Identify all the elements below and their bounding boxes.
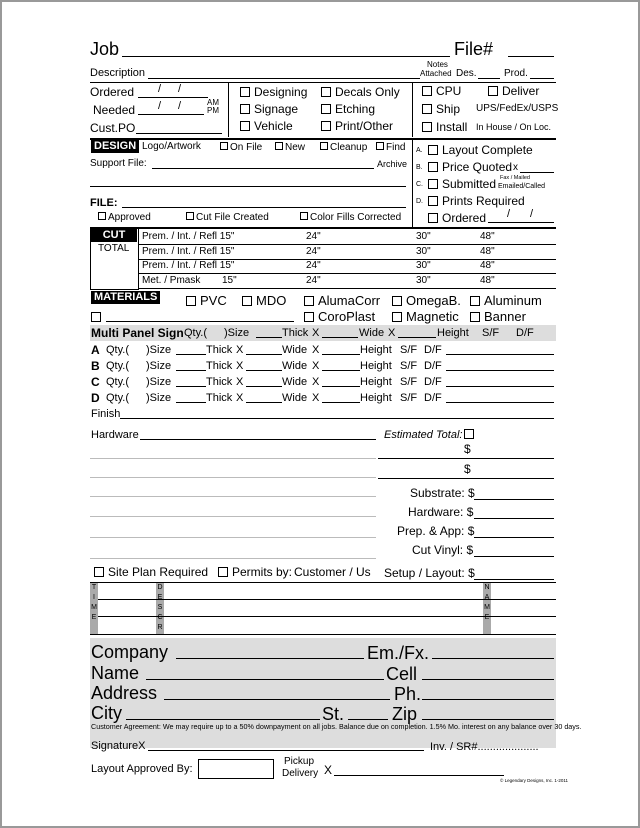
cut-header: CUT [91,229,137,242]
prints-required-checkbox[interactable] [428,196,438,206]
substrate-field[interactable] [474,499,554,500]
status-c: C. [416,181,423,188]
file-number-field[interactable] [508,56,554,57]
signature-field[interactable] [148,750,424,751]
emailed-called: Emailed/Called [498,183,546,190]
divider [412,139,413,227]
descr-letter: E [157,594,163,601]
multi-sf-label: S/F [482,327,500,339]
panel-notes-field[interactable] [446,402,554,403]
panel-size-field[interactable] [176,402,206,403]
multi-thick-field[interactable] [322,337,358,338]
notes-label: Notes [427,60,448,69]
site-plan-option[interactable]: Site Plan Required [94,566,208,578]
other-material-option[interactable] [91,310,105,323]
other-material-field[interactable] [106,321,294,322]
designing-option[interactable]: Designing [240,86,307,98]
hardware-cost-field[interactable] [474,518,554,519]
panel-size-field[interactable] [176,386,206,387]
slash: / [158,100,162,112]
support-file-field-2[interactable] [90,186,406,187]
multi-size-label: )Size [224,327,250,339]
panel-x: X [236,376,244,388]
city-field[interactable] [126,719,320,720]
panel-thick-label: Thick [206,344,233,356]
cut-row-line[interactable] [139,273,556,274]
cutvinyl-label: Cut Vinyl: $ [412,543,474,557]
descr-letter: C [157,614,163,621]
divider [90,138,556,140]
name-letter: A [484,594,490,601]
other-material-checkbox[interactable] [91,312,101,322]
hardware-field-3[interactable] [90,477,376,478]
description-field[interactable] [148,78,420,79]
cell-field[interactable] [422,679,554,680]
dollar-sign: $ [464,462,471,476]
panel-size-field[interactable] [176,354,206,355]
needed-date-field[interactable] [138,114,204,115]
panel-letter: B [91,359,100,373]
attached-label: Attached [420,69,452,78]
ship-checkbox[interactable] [422,104,432,114]
signage-option[interactable]: Signage [240,103,298,115]
layout-approved-box[interactable] [198,759,274,779]
time-letter: E [91,614,97,621]
panel-thick-field[interactable] [246,370,282,371]
cutvinyl-field[interactable] [474,556,554,557]
time-letter: T [91,584,97,591]
panel-wide-label: Wide [282,344,308,356]
slash: / [530,208,534,220]
cut-width: 30" [416,274,431,286]
customer-agreement: Customer Agreement: We may require up to a 50% downpayment on all jobs. Balance due on completion. 1.5% Mo. interest on any balance over 30 days. [91,722,582,731]
panel-wide-label: Wide [282,360,308,372]
panel-x: X [312,376,320,388]
finish-label: Finish [91,408,121,420]
coroplast-option[interactable]: CoroPlast [304,310,375,323]
emfx-label: Em./Fx. [367,643,429,663]
company-label: Company [91,642,169,662]
panel-thick-field[interactable] [246,386,282,387]
panel-letter: A [91,343,100,357]
slash: / [178,100,182,112]
panel-df-label: D/F [424,360,442,372]
pvc-checkbox[interactable] [186,296,196,306]
cut-width: 48" [480,260,495,271]
copyright: © Legendary Designs, Inc. 1-2011 [500,778,569,783]
setup-field[interactable] [474,579,554,580]
status-d: D. [416,198,423,205]
hardware-cost-label: Hardware: $ [408,505,474,519]
st-field[interactable] [348,719,388,720]
support-file-label: Support File: [90,158,147,169]
status-b: B. [416,164,423,171]
ordered-date-field-2[interactable] [488,222,554,223]
find-option[interactable]: Find [376,142,405,153]
panel-height-label: Height [360,392,392,404]
pickup-signature-field[interactable] [334,775,504,776]
materials-header: MATERIALS [91,291,160,304]
alumacorr-option[interactable]: AlumaCorr [304,294,380,307]
dollar-sign: $ [464,442,471,456]
cutfile-checkbox[interactable] [186,212,194,220]
fax-mailed: Fax / Mailed [500,175,530,181]
divider [90,229,91,289]
layout-complete-checkbox[interactable] [428,145,438,155]
file-label: File# [454,39,494,59]
time-letter: M [91,604,97,611]
setup-label: Setup / Layout: $ [384,566,475,580]
finish-field[interactable] [120,418,554,419]
site-plan-checkbox[interactable] [94,567,104,577]
file-field[interactable] [122,207,406,208]
cpu-checkbox[interactable] [422,86,432,96]
hardware-field-5[interactable] [90,516,376,517]
pickup-x: X [324,763,333,777]
etching-option[interactable]: Etching [321,103,375,115]
find-checkbox[interactable] [376,142,384,150]
hardware-label: Hardware [91,429,139,441]
prints-required-option[interactable]: Prints Required [428,195,525,207]
decals-checkbox[interactable] [321,87,331,97]
job-field[interactable] [122,56,450,57]
signage-checkbox[interactable] [240,104,250,114]
cut-material: Met. / Pmask [142,274,201,286]
cell-label: Cell [386,664,418,684]
multi-x: X [388,327,396,339]
panel-wide-label: Wide [282,392,308,404]
panel-sf-label: S/F [400,360,418,372]
cpu-option[interactable]: CPU [422,85,461,97]
cut-width: 48" [480,274,495,286]
cut-width: 30" [416,245,431,257]
panel-sf-label: S/F [400,392,418,404]
panel-height-label: Height [360,376,392,388]
panel-wide-field[interactable] [322,386,360,387]
designing-checkbox[interactable] [240,87,250,97]
panel-size-label: )Size [146,360,172,372]
panel-thick-label: Thick [206,360,233,372]
cut-width: 24" [306,274,321,286]
multi-x: X [312,327,320,339]
pvc-option[interactable]: PVC [186,294,227,307]
colorfills-checkbox[interactable] [300,212,308,220]
job-label: Job [90,39,120,59]
cut-material: Prem. / Int. / Refl 15" [142,231,235,242]
pickup-label: Pickup [284,756,315,767]
cost-line-2[interactable] [378,478,554,479]
panel-wide-label: Wide [282,376,308,388]
divider [228,82,229,137]
prod-field[interactable] [530,78,554,79]
inv-label: Inv. / SR#.................... [430,741,539,753]
panel-x: X [312,360,320,372]
colorfills-option[interactable]: Color Fills Corrected [300,212,401,223]
cut-width: 30" [416,260,431,271]
permits-option[interactable]: Permits by: [218,566,292,578]
total-label: TOTAL [98,243,130,254]
zip-field[interactable] [422,719,554,720]
price-quoted-checkbox[interactable] [428,162,438,172]
prints-ordered-checkbox[interactable] [428,213,438,223]
deliver-option[interactable]: Deliver [488,85,539,97]
omegab-checkbox[interactable] [392,296,402,306]
hardware-field-7[interactable] [90,558,376,559]
panel-notes-field[interactable] [446,354,554,355]
descr-letter: R [157,624,163,631]
install-option[interactable]: Install [422,121,467,133]
divider [90,227,556,229]
slash: / [178,83,182,95]
cut-row-line[interactable] [139,244,556,245]
ship-option[interactable]: Ship [422,103,460,115]
cut-width: 30" [416,231,431,242]
ordered-label: Ordered [90,85,135,99]
estimated-total-label: Estimated Total: [384,429,478,441]
panel-qty-label: Qty.( [106,376,130,388]
approved-option[interactable]: Approved [98,212,151,223]
panel-wide-field[interactable] [322,370,360,371]
coroplast-checkbox[interactable] [304,312,314,322]
panel-x: X [236,392,244,404]
print-option[interactable]: Print/Other [321,120,393,132]
time-letter: I [93,594,95,601]
ph-label: Ph. [394,684,422,704]
file-label-design: FILE: [90,197,118,209]
onfile-checkbox[interactable] [220,142,228,150]
cut-width: 24" [306,260,321,271]
multi-wide-label: Wide [359,327,385,339]
cutfile-option[interactable]: Cut File Created [186,212,269,223]
delivery-label: Delivery [282,768,319,779]
panel-letter: C [91,375,100,389]
panel-qty-label: Qty.( [106,360,130,372]
prep-field[interactable] [474,537,554,538]
magnetic-checkbox[interactable] [392,312,402,322]
cut-width: 24" [306,245,321,257]
logo-artwork-label: Logo/Artwork [142,141,201,152]
install-options-text: In House / On Loc. [476,122,552,132]
panel-sf-label: S/F [400,376,418,388]
submitted-option[interactable]: Submitted [428,178,496,190]
permits-checkbox[interactable] [218,567,228,577]
zip-label: Zip [392,704,418,724]
price-field[interactable] [520,172,554,173]
name-label: Name [91,663,140,683]
vehicle-checkbox[interactable] [240,121,250,131]
panel-sf-label: S/F [400,344,418,356]
custpo-label: Cust.PO [90,121,136,135]
des-field[interactable] [478,78,500,79]
new-option[interactable]: New [275,142,305,153]
prep-label: Prep. & App: $ [397,524,475,538]
aluminum-option[interactable]: Aluminum [470,294,542,307]
ordered-date-field[interactable] [138,97,208,98]
prints-ordered-option[interactable]: Ordered [428,212,486,224]
panel-x: X [236,360,244,372]
divider [90,289,139,290]
cut-width: 48" [480,231,495,242]
panel-thick-label: Thick [206,392,233,404]
name-letter: N [484,584,490,591]
status-a: A. [416,147,423,154]
city-label: City [91,703,122,723]
needed-label: Needed [93,103,136,117]
vehicle-option[interactable]: Vehicle [240,120,293,132]
support-file-field[interactable] [152,168,374,169]
panel-size-label: )Size [146,344,172,356]
panel-wide-field[interactable] [322,402,360,403]
panel-df-label: D/F [424,376,442,388]
panel-size-field[interactable] [176,370,206,371]
cut-material: Prem. / Int. / Refl 15" [142,260,235,271]
banner-checkbox[interactable] [470,312,480,322]
panel-x: X [312,392,320,404]
cleanup-checkbox[interactable] [320,142,328,150]
approved-checkbox[interactable] [98,212,106,220]
signature-label: SignatureX [91,740,146,752]
omegab-option[interactable]: OmegaB. [392,294,461,307]
price-quoted-option[interactable]: Price Quoted [428,161,512,173]
multi-height-label: Height [437,327,469,339]
description-label: Description [90,67,146,79]
alumacorr-checkbox[interactable] [304,296,314,306]
cut-width: 48" [480,245,495,257]
company-field[interactable] [176,658,364,659]
panel-thick-label: Thick [206,376,233,388]
panel-letter: D [91,391,100,405]
name-letter: M [484,604,490,611]
install-checkbox[interactable] [422,122,432,132]
cut-width: 15" [222,274,237,286]
ship-options-text: UPS/FedEx/USPS [476,103,559,114]
layout-approved-label: Layout Approved By: [91,763,193,775]
substrate-label: Substrate: $ [410,486,475,500]
ph-field[interactable] [422,699,554,700]
name-field[interactable] [146,679,384,680]
panel-df-label: D/F [424,392,442,404]
multi-qty-label: Qty.( [184,327,208,339]
magnetic-option[interactable]: Magnetic [392,310,459,323]
address-field[interactable] [164,699,390,700]
multi-panel-title: Multi Panel Sign [91,326,184,340]
hardware-field[interactable] [140,439,376,440]
slash: / [158,83,162,95]
hardware-field-2[interactable] [90,458,376,459]
mdo-checkbox[interactable] [242,296,252,306]
customer-us-text: Customer / Us [294,565,371,579]
emfx-field[interactable] [432,658,554,659]
panel-notes-field[interactable] [446,370,554,371]
panel-x: X [312,344,320,356]
archive-label: Archive [377,159,408,169]
des-label: Des. [456,68,477,79]
layout-complete-option[interactable]: Layout Complete [428,144,533,156]
multi-wide-field[interactable] [398,337,436,338]
hardware-field-6[interactable] [90,537,376,538]
banner-option[interactable]: Banner [470,310,526,323]
cleanup-option[interactable]: Cleanup [320,142,367,153]
log-line-3[interactable] [90,634,556,635]
mdo-option[interactable]: MDO [242,294,286,307]
multi-size-field[interactable] [256,337,282,338]
pm-label: PM [207,106,219,115]
panel-qty-label: Qty.( [106,344,130,356]
panel-thick-field[interactable] [246,402,282,403]
panel-size-label: )Size [146,376,172,388]
panel-notes-field[interactable] [446,386,554,387]
divider [90,582,556,583]
design-header: DESIGN [91,140,139,153]
slash: / [507,208,511,220]
new-checkbox[interactable] [275,142,283,150]
panel-thick-field[interactable] [246,354,282,355]
panel-df-label: D/F [424,344,442,356]
panel-height-label: Height [360,360,392,372]
descr-letter: D [157,584,163,591]
print-checkbox[interactable] [321,121,331,131]
cut-row-line[interactable] [139,288,556,289]
cut-width: 24" [306,231,321,242]
panel-size-label: )Size [146,392,172,404]
st-label: St. [322,704,345,724]
etching-checkbox[interactable] [321,104,331,114]
deliver-checkbox[interactable] [488,86,498,96]
aluminum-checkbox[interactable] [470,296,480,306]
panel-x: X [236,344,244,356]
panel-wide-field[interactable] [322,354,360,355]
estimated-total-box[interactable] [464,429,474,439]
multi-thick-label: Thick [282,327,309,339]
cut-material: Prem. / Int. / Refl 15" [142,245,235,257]
panel-height-label: Height [360,344,392,356]
hardware-field-4[interactable] [90,496,376,497]
custpo-field[interactable] [136,133,222,134]
cost-line-1[interactable] [378,458,554,459]
panel-qty-label: Qty.( [106,392,130,404]
decals-option[interactable]: Decals Only [321,86,400,98]
name-letter: E [484,614,490,621]
onfile-option[interactable]: On File [220,142,262,153]
prod-label: Prod. [504,68,528,79]
am-label: AM [207,98,219,107]
multi-df-label: D/F [516,327,534,339]
price-x: x [513,162,518,173]
submitted-checkbox[interactable] [428,179,438,189]
divider [412,82,413,137]
descr-letter: S [157,604,163,611]
address-label: Address [91,683,158,703]
